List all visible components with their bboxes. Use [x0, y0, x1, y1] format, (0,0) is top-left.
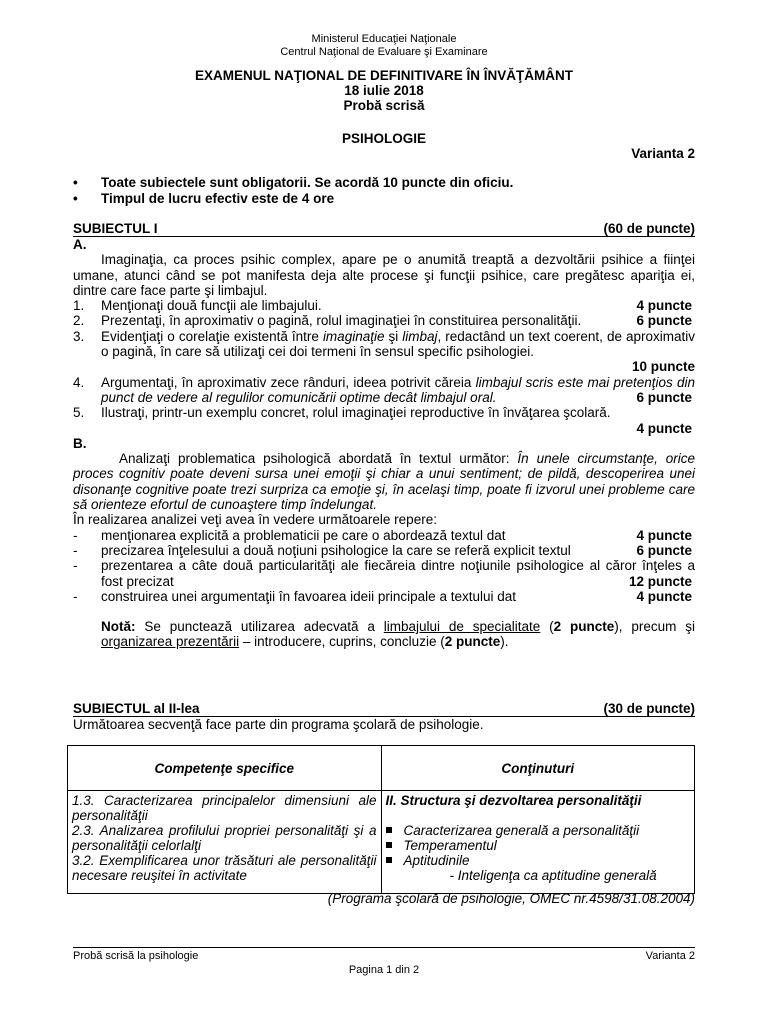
footer-right: Varianta 2 [645, 950, 695, 962]
reper-item: - prezentarea a câte două particularităţi ale fiecăreia dintre noţiunile psihologice al căror înţeles a fost precizat [73, 558, 695, 589]
competence-item: 2.3. Analizarea profilului propriei personalităţi şi a personalităţii celorlalţi [72, 823, 377, 853]
competences-header: Competenţe specifice [68, 746, 382, 791]
footer-left: Probă scrisă la psihologie [73, 950, 199, 962]
question-3: 3. Evidenţiaţi o corelaţie existentă între imaginaţie şi limbaj, redactând un text coerent, de aproximativ o pagină, în care să utilizaţi cei doi termeni în sensul specific psihologiei. [73, 328, 695, 360]
subject-1-points: (60 de puncte) [603, 221, 695, 236]
question-4: 4. Argumentaţi, în aproximativ zece rânduri, ideea potrivit căreia limbajul scris este mai pretenţios din punct de vedere al regulilor comunicării optime decât limbajul oral. [73, 374, 695, 405]
content-item: Caracterizarea generală a personalităţii [386, 823, 691, 838]
instruction-item: • Toate subiectele sunt obligatorii. Se acordă 10 puncte din oficiu. [73, 175, 514, 190]
test-type: Probă scrisă [343, 98, 425, 113]
instruction-item: • Timpul de lucru efectiv este de 4 ore [73, 191, 335, 206]
subject-1-section [73, 221, 695, 650]
ministry-name: Ministerul Educaţiei Naţionale [311, 33, 457, 45]
exam-title: EXAMENUL NAŢIONAL DE DEFINITIVARE ÎN ÎNVĂŢĂMÂNT [194, 68, 573, 83]
question-4-points: 6 puncte [636, 389, 692, 405]
content-item: Temperamentul [386, 838, 691, 853]
competences-cell [68, 791, 382, 894]
table-header-row [68, 746, 695, 791]
subject-2-points: (30 de puncte) [603, 701, 695, 716]
content-subitem: - Inteligenţa ca aptitudine generală [449, 868, 657, 883]
subject-2-section [73, 701, 695, 732]
reper-item: - construirea unei argumentaţii în favoarea ideii principale a textului dat 4 puncte [73, 588, 692, 604]
bullet-square-icon [386, 827, 392, 833]
subject-1-header [73, 221, 695, 237]
table-row [68, 791, 695, 894]
contents-cell [381, 791, 695, 894]
source-citation: (Programa şcolară de psihologie, OMEC nr.4598/31.08.2004) [327, 891, 695, 906]
page-footer [73, 950, 695, 962]
subject-2-intro: Următoarea secvenţă face parte din programa şcolară de psihologie. [73, 717, 484, 732]
instructions-list [73, 175, 695, 207]
question-5-points: 4 puncte [636, 420, 692, 436]
part-b-label: B. [73, 435, 87, 451]
reper-item-3-points: 12 puncte [628, 573, 692, 589]
curriculum-table [67, 745, 695, 894]
part-a-text: Imaginaţia, ca proces psihic complex, apare pe o anumită treaptă a dezvoltării psihice a fiinţei umane, atunci când se pot manifesta deja alte procese şi funcţii psihice, care pregătesc apariţia ei, dintre care face parte şi limbajul. [73, 252, 695, 298]
variant-label: Varianta 2 [631, 146, 695, 161]
question-5: 5. Ilustraţi, printr-un exemplu concret, rolul imaginaţiei reproductive în învăţarea şcolară. [73, 405, 611, 421]
note: Notă: Se punctează utilizarea adecvată a limbajului de specialitate (2 puncte), precum şi organizarea prezentării – introducere, cuprins, concluzie (2 puncte). [101, 619, 696, 650]
competence-item: 3.2. Exemplificarea unor trăsături ale personalităţii necesare reuşitei în activitate [72, 853, 377, 883]
question-3-points: 10 puncte [631, 359, 695, 375]
contents-header: Conţinuturi [381, 746, 695, 791]
footer-divider [73, 947, 695, 948]
part-b-reper: În realizarea analizei veţi avea în vedere următoarele repere: [73, 512, 437, 528]
exam-title-block [73, 68, 695, 113]
question-2: 2. Prezentaţi, în aproximativ o pagină, rolul imaginaţiei în constituirea personalităţii. 6 puncte [73, 313, 692, 329]
subject-1-title: SUBIECTUL I [73, 221, 158, 236]
exam-date: 18 iulie 2018 [344, 83, 424, 98]
content-item: Aptitudinile [386, 853, 691, 868]
reper-item: - precizarea înţelesului a două noţiuni psihologice la care se referă explicit textul 6 puncte [73, 542, 692, 558]
bullet-square-icon [386, 857, 392, 863]
subject-2-header [73, 701, 695, 717]
center-name: Centrul Naţional de Evaluare şi Examinare [280, 46, 488, 58]
subject-2-title: SUBIECTUL al II-lea [73, 701, 200, 716]
part-a-label: A. [73, 237, 87, 252]
subject-name: PSIHOLOGIE [341, 131, 426, 146]
bullet-square-icon [386, 842, 392, 848]
page-header [73, 33, 695, 59]
part-b-text: Analizaţi problematica psihologică abordată în textul următor: În unele circumstanţe, orice proces cognitiv poate deveni sursa unei emoţii şi chiar a unui sentiment; de pildă, descoperirea unei disonanţe cognitive poate trezi surpriza ca emoţie şi, în acelaşi timp, poate fi izvorul unei probleme care să orienteze efortul de cunoaştere timp îndelungat. [73, 451, 695, 513]
question-1: 1. Menţionaţi două funcţii ale limbajului. 4 puncte [73, 298, 692, 314]
content-title: II. Structura şi dezvoltarea personalităţii [385, 793, 642, 808]
reper-item: - menţionarea explicită a problematicii pe care o abordează textul dat 4 puncte [73, 527, 692, 543]
page-number: Pagina 1 din 2 [348, 964, 420, 976]
exam-page [73, 0, 695, 1024]
competence-item: 1.3. Caracterizarea principalelor dimensiuni ale personalităţii [72, 793, 377, 823]
